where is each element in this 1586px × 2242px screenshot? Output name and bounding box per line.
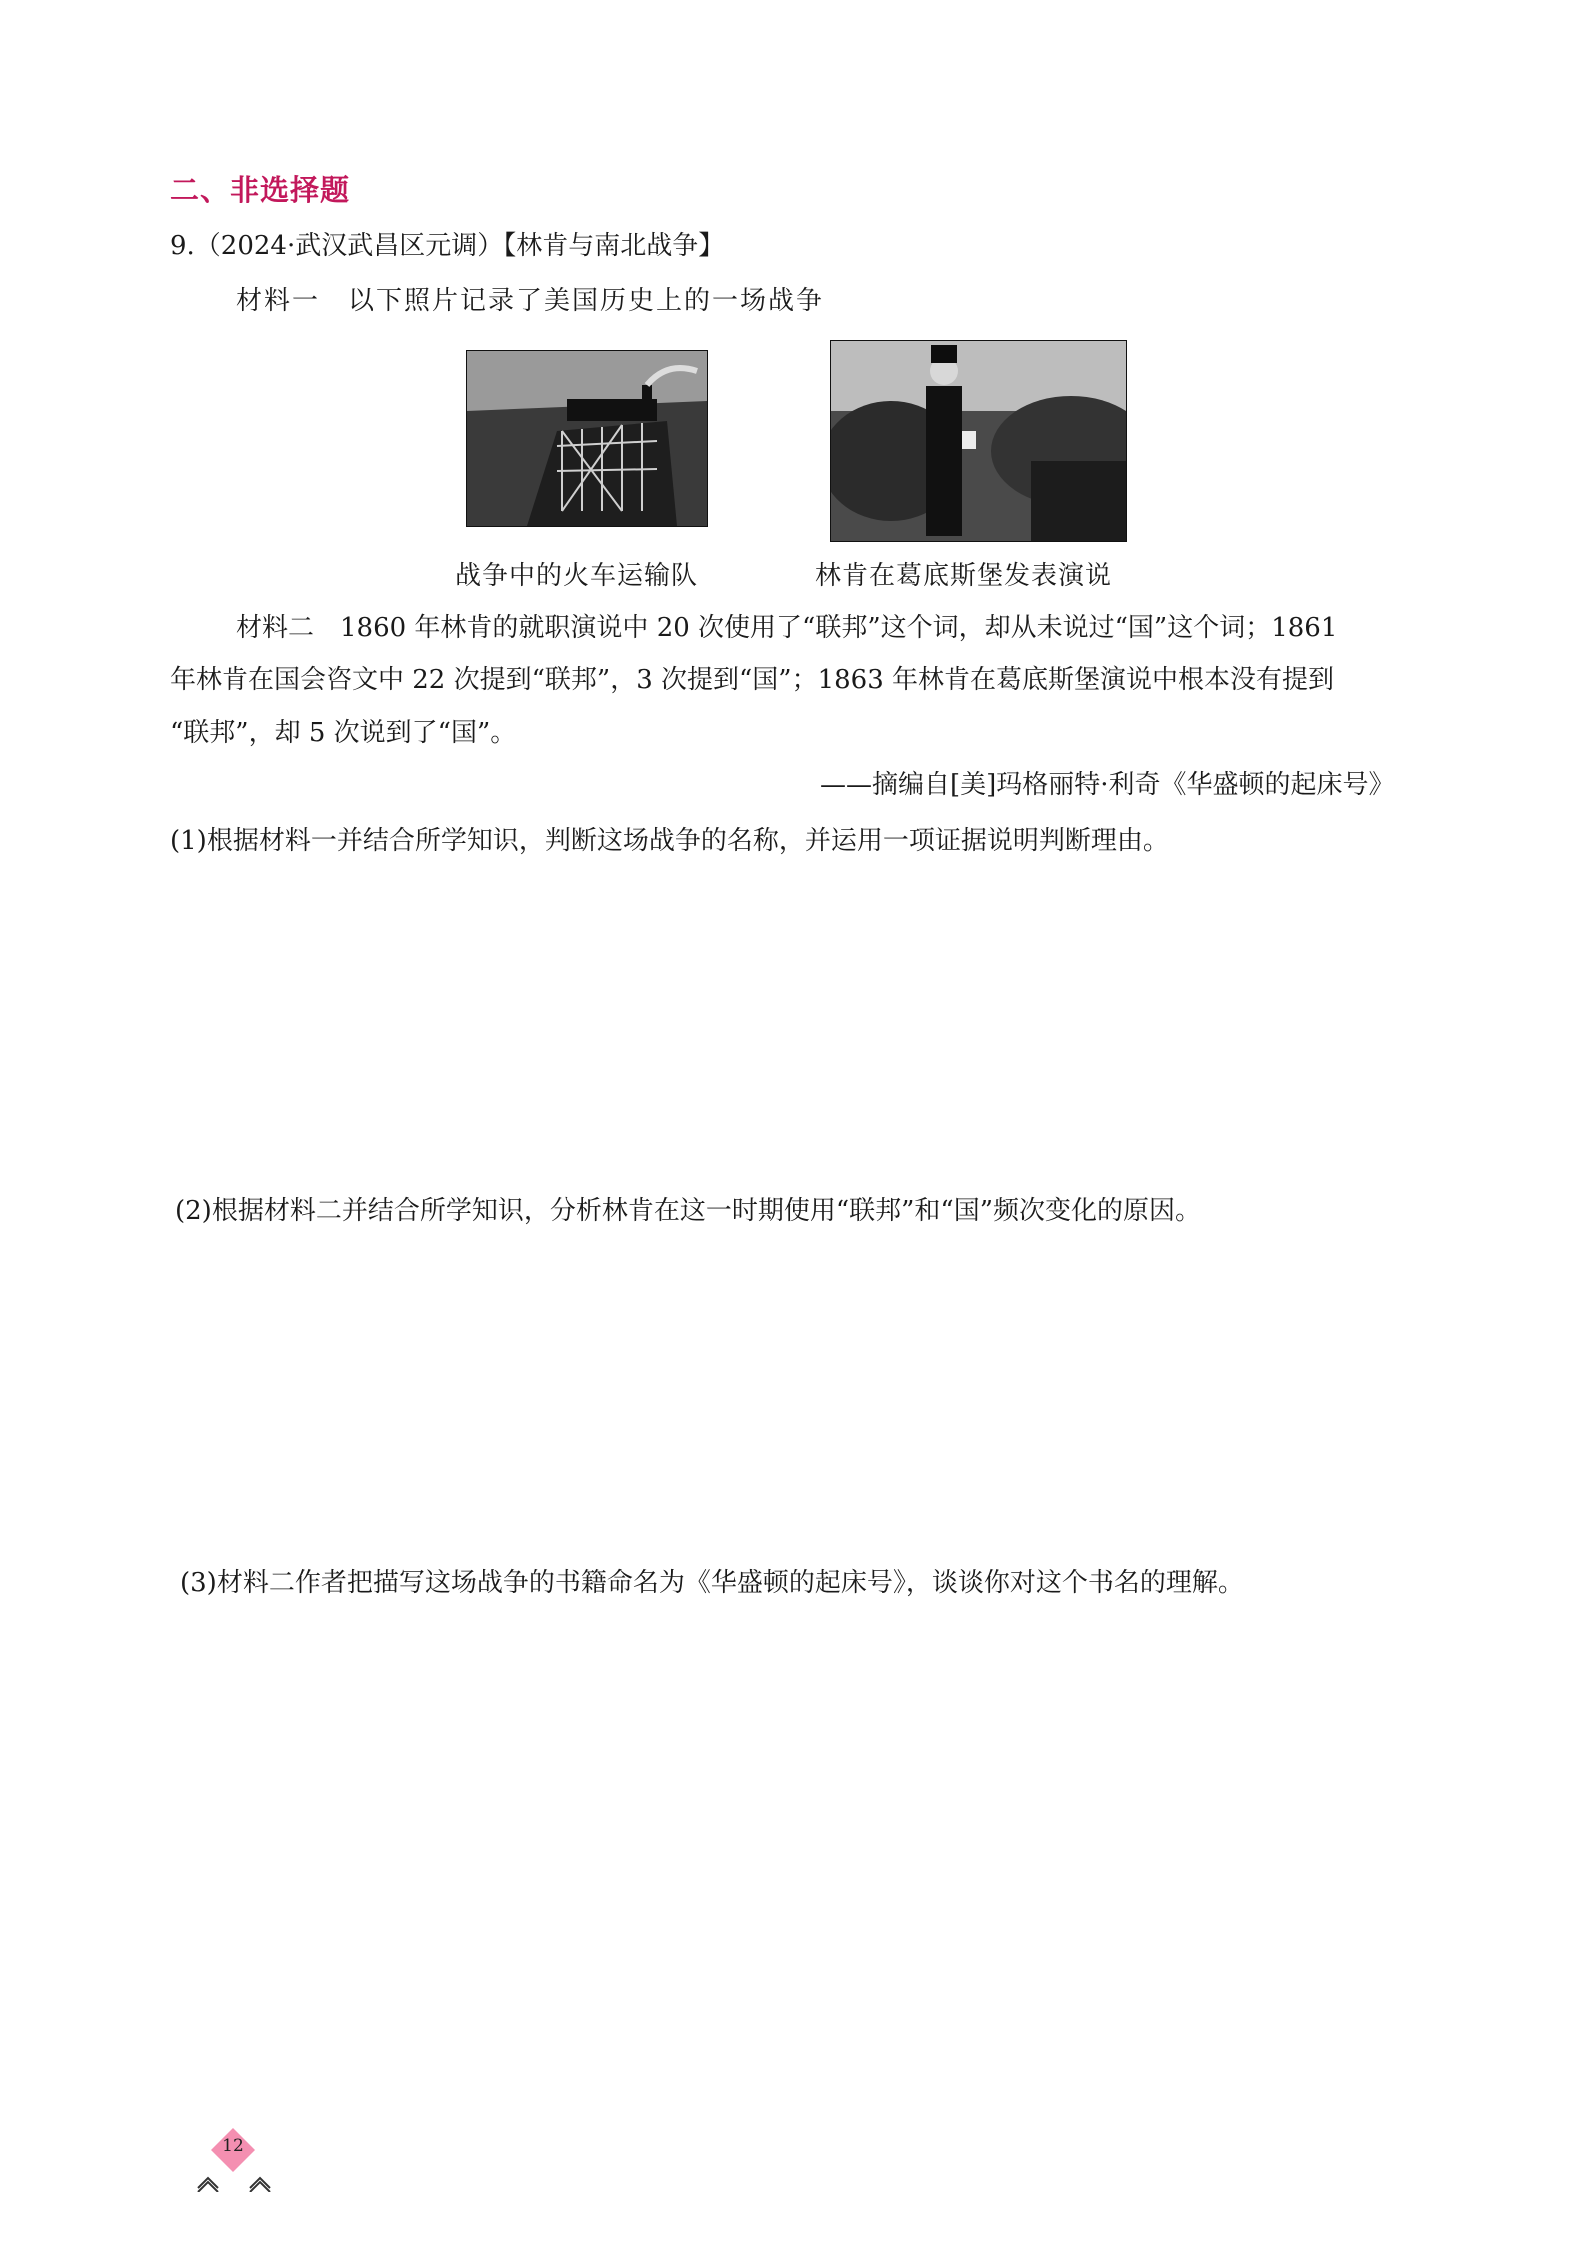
material-two-source: ——摘编自[美]玛格丽特·利奇《华盛顿的起床号》 bbox=[820, 770, 1395, 800]
question-header: 9.（2024·武汉武昌区元调）【林肯与南北战争】 bbox=[170, 231, 725, 261]
material-two-line-1: 材料二 1860 年林肯的就职演说中 20 次使用了“联邦”这个词，却从未说过“国”这个词；1861 bbox=[236, 613, 1338, 643]
sub-question-2: (2)根据材料二并结合所学知识，分析林肯在这一时期使用“联邦”和“国”频次变化的原因。 bbox=[175, 1196, 1201, 1226]
photo-caption-gettysburg: 林肯在葛底斯堡发表演说 bbox=[815, 561, 1113, 591]
material-two-line-2: 年林肯在国会咨文中 22 次提到“联邦”，3 次提到“国”；1863 年林肯在葛底斯堡演说中根本没有提到 bbox=[170, 665, 1335, 695]
material-one-text: 材料一 以下照片记录了美国历史上的一场战争 bbox=[236, 286, 825, 316]
page-number: 12 bbox=[222, 2136, 244, 2156]
sub-question-1: (1)根据材料一并结合所学知识，判断这场战争的名称，并运用一项证据说明判断理由。 bbox=[170, 826, 1169, 856]
photo-caption-train: 战争中的火车运输队 bbox=[455, 561, 699, 591]
material-two-line-3: “联邦”，却 5 次说到了“国”。 bbox=[170, 718, 517, 748]
train-transport-photo bbox=[466, 350, 708, 527]
gettysburg-speech-photo bbox=[830, 340, 1127, 542]
section-title: 二、非选择题 bbox=[170, 173, 351, 207]
chevron-decoration-icon bbox=[196, 2172, 272, 2196]
sub-question-3: (3)材料二作者把描写这场战争的书籍命名为《华盛顿的起床号》，谈谈你对这个书名的理解。 bbox=[180, 1568, 1244, 1598]
